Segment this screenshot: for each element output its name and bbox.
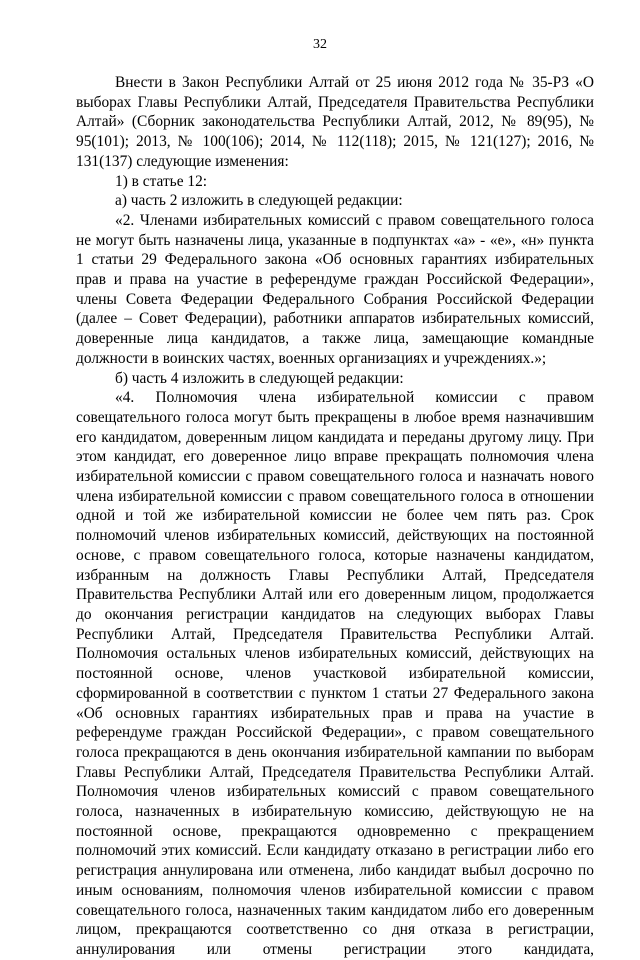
subitem-b-heading: б) часть 4 изложить в следующей редакции: (115, 369, 404, 387)
part-2-text: «2. Членами избирательных комиссий с правом совещательного голоса не могут быть назначены лица, указанные в подпунктах «а» - «е», «н» пункта 1 статьи 29 Федерального закона «Об основных гарантиях избирательных прав и права на участие в референдуме граждан Российской Федерации», члены Совета Федерации Федерального Собрания Российской Федерации (далее – Совет Федерации), работники аппаратов избирательных комиссий, доверенные лица кандидатов, а также лица, замещающие командные должности в воинских частях, военных организациях и учреждениях.»; (76, 211, 594, 367)
intro-paragraph: Внести в Закон Республики Алтай от 25 июня 2012 года № 35-РЗ «О выборах Главы Республики Алтай, Председателя Правительства Республики Алтай» (Сборник законодательства Республики Алтай, 2012, № 89(95), № 95(101); 2013, № 100(106); 2014, № 112(118); 2015, № 121(127); 2016, № 131(137) следующие изменения: (76, 74, 594, 170)
item-1-article-12: 1) в статье 12: (115, 172, 208, 190)
subitem-a-heading: а) часть 2 изложить в следующей редакции: (115, 192, 403, 210)
page-number: 32 (313, 37, 327, 52)
document-body (76, 73, 594, 960)
part-4-text: «4. Полномочия члена избирательной комиссии с правом совещательного голоса могут быть прекращены в любое время назначившим его кандидатом, доверенным лицом кандидата и переданы другому лицу. При этом кандидат, его доверенное лицо вправе прекращать полномочия члена избирательной комиссии с правом совещательного голоса и назначать нового члена избирательной комиссии с правом совещательного голоса в отношении одной и той же избирательной комиссии не более чем пять раз. Срок полномочий членов избирательных комиссий, действующих на постоянной основе, с правом совещательного голоса, которые назначены кандидатом, избранным на должность Главы Республики Алтай, Председателя Правительства Республики Алтай или его доверенным лицом, продолжается до окончания регистрации кандидатов на следующих выборах Главы Республики Алтай, Председателя Правительства Республики Алтай. Полномочия остальных членов избирательных комиссий, действующих на постоянной основе, членов участковой избирательной комиссии, сформированной в соответствии с пунктом 1 статьи 27 Федерального закона «Об основных гарантиях избирательных прав и права на участие в референдуме граждан Российской Федерации», с правом совещательного голоса прекращаются в день окончания избирательной кампании по выборам Главы Республики Алтай, Председателя Правительства Республики Алтай. Полномочия членов избирательных комиссий с правом совещательного голоса, назначенных в избирательную комиссию, действующую не на постоянной основе, прекращаются одновременно с прекращением полномочий этих комиссий. Если кандидату отказано в регистрации либо его регистрация аннулирована или отменена, либо кандидат выбыл досрочно по иным основаниям, полномочия членов избирательной комиссии с правом совещательного голоса, назначенных таким кандидатом либо его доверенным лицом, прекращаются соответственно со дня отказа в регистрации, аннулирования или отмены регистрации этого кандидата, (76, 389, 594, 958)
